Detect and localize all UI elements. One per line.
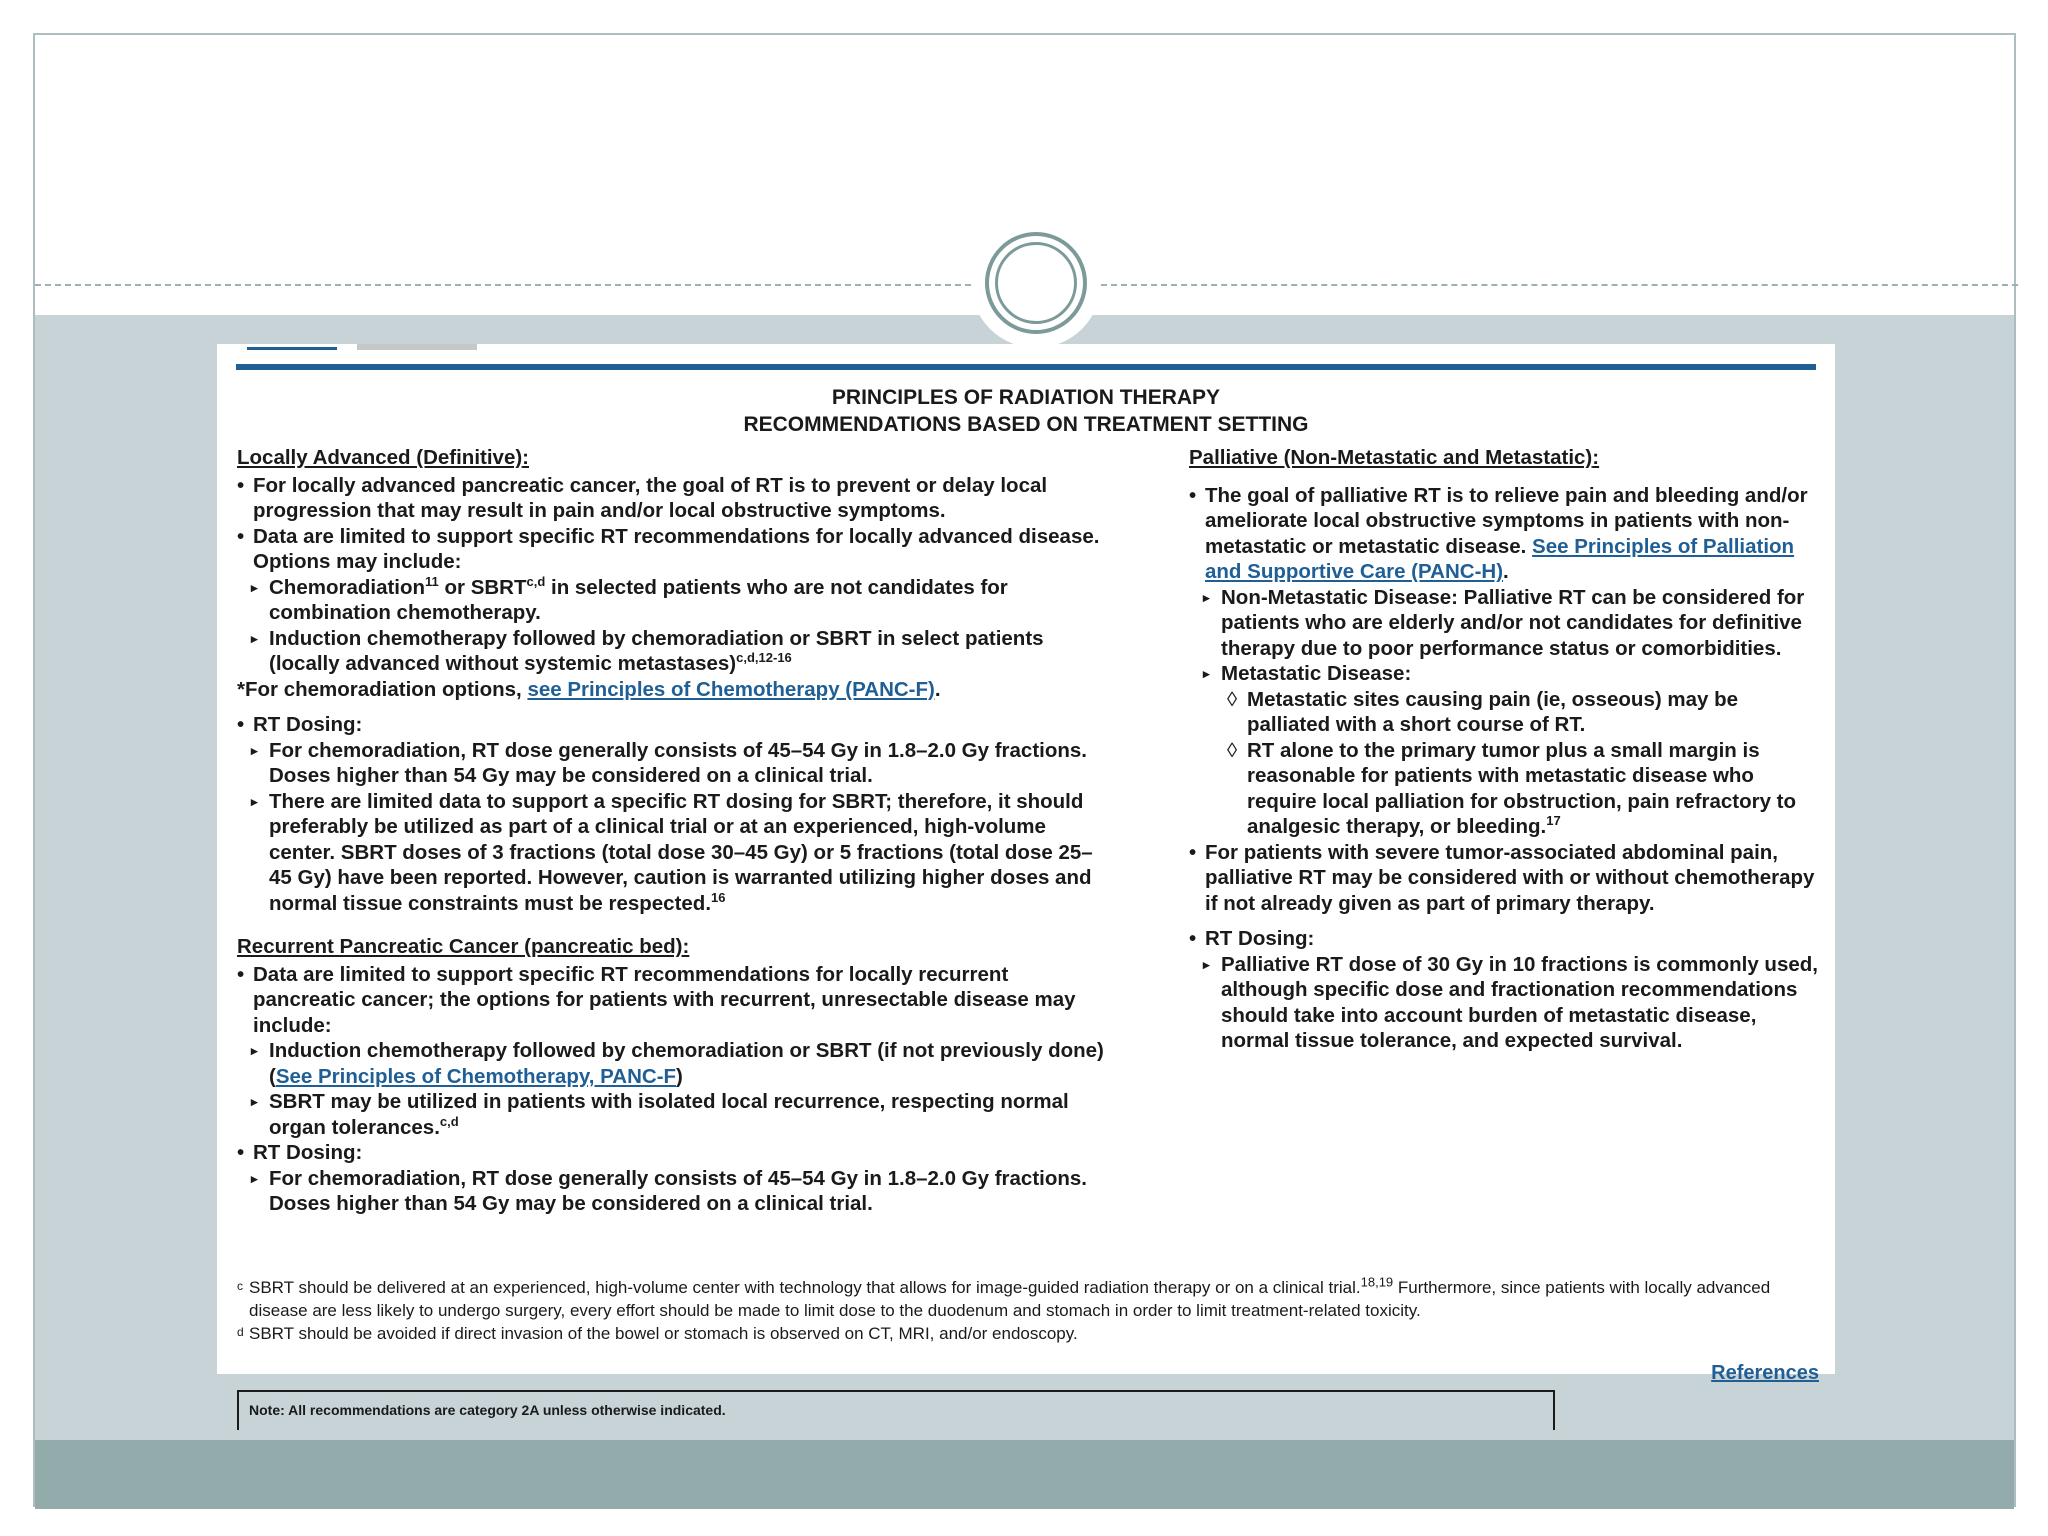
- palliative-bullet-1: • The goal of palliative RT is to relieve pain and bleeding and/or ameliorate local obstructive symptoms in patients with non-metastatic or metastatic disease. See Principles of Palliation and Supportive Care (PANC-H).: [1189, 483, 1819, 585]
- recurrent-option-2: ▸ SBRT may be utilized in patients with isolated local recurrence, respecting normal organ tolerances.$^{c,d}$: [237, 1089, 1107, 1140]
- rt-dosing-1-item-1: ▸ For chemoradiation, RT dose generally consists of 45–54 Gy in 1.8–2.0 Gy fractions. Doses higher than 54 Gy may be considered on a clinical trial.: [237, 738, 1107, 789]
- footnote-c: c SBRT should be delivered at an experienced, high-volume center with technology that allows for image-guided radiation therapy or on a clinical trial.$^{18,19}$ Furthermore, since patients with locally advanced disease are less likely to undergo surgery, every effort should be made to limit dose to the duodenum and stomach in order to limit treatment-related toxicity.: [237, 1274, 1771, 1320]
- header-divider-left: [35, 284, 971, 286]
- recurrent-heading: Recurrent Pancreatic Cancer (pancreatic bed):: [237, 935, 690, 958]
- palliation-panc-h-link[interactable]: See Principles of Palliation and Supportive Care (PANC-H): [1205, 534, 1795, 583]
- non-metastatic-item: ▸ Non-Metastatic Disease: Palliative RT can be considered for patients who are elderly and/or not candidates for definitive therapy due to poor performance status or comorbidities.: [1189, 585, 1819, 662]
- slide-footer: [35, 1440, 2014, 1509]
- recurrent-bullet-1: • Data are limited to support specific RT recommendations for locally recurrent pancreatic cancer; the options for patients with recurrent, unresectable disease may include:: [237, 962, 1107, 1039]
- note-box: [237, 1390, 1555, 1430]
- ornament-inner-ring: [995, 242, 1077, 324]
- locally-advanced-bullet-2: • Data are limited to support specific RT recommendations for locally advanced disease. Options may include:: [237, 524, 1107, 575]
- doc-top-rule: [236, 364, 1816, 370]
- palliative-bullet-2: • For patients with severe tumor-associated abdominal pain, palliative RT may be considered with or without chemotherapy if not already given as part of primary therapy.: [1189, 840, 1819, 917]
- palliative-heading: Palliative (Non-Metastatic and Metastatic):: [1189, 446, 1600, 469]
- locally-advanced-heading: Locally Advanced (Definitive):: [237, 446, 529, 469]
- header-divider-right: [1101, 284, 2018, 286]
- locally-advanced-option-2: ▸ Induction chemotherapy followed by chemoradiation or SBRT in select patients (locally advanced without systemic metastases)$^{c,d,12-16}$: [237, 626, 1107, 677]
- recurrent-option-1: ▸ Induction chemotherapy followed by chemoradiation or SBRT (if not previously done) (See Principles of Chemotherapy, PANC-F): [237, 1038, 1107, 1089]
- doc-title: [217, 384, 1835, 438]
- palliative-dosing-label: • RT Dosing:: [1189, 926, 1819, 952]
- chemotherapy-panc-f-link[interactable]: see Principles of Chemotherapy (PANC-F): [527, 677, 935, 701]
- document-image: [217, 344, 1835, 1418]
- footnotes: [237, 1276, 1827, 1345]
- metastatic-item-1: ◊ Metastatic sites causing pain (ie, osseous) may be palliated with a short course of RT.: [1189, 687, 1819, 738]
- right-column: [1189, 445, 1819, 1054]
- ornament-outer-ring: [985, 232, 1087, 334]
- left-column: [237, 445, 1107, 1217]
- header-circle-ornament: [971, 218, 1101, 348]
- doc-title-line2: RECOMMENDATIONS BASED ON TREATMENT SETTING: [743, 413, 1309, 436]
- metastatic-item-2: ◊ RT alone to the primary tumor plus a small margin is reasonable for patients with metastatic disease who require local palliation for obstruction, pain refractory to analgesic therapy, or bleeding.$^{17}$: [1189, 738, 1819, 840]
- slide: [33, 33, 2016, 1507]
- chemoradiation-note: *For chemoradiation options, see Principles of Chemotherapy (PANC-F).: [237, 677, 941, 701]
- rt-dosing-1-item-2: ▸ There are limited data to support a specific RT dosing for SBRT; therefore, it should preferably be utilized as part of a clinical trial or at an experienced, high-volume center. SBRT doses of 3 fractions (total dose 30–45 Gy) or 5 fractions (total dose 25–45 Gy) have been reported. However, caution is warranted utilizing higher doses and normal tissue constraints must be respected.$^{16}$: [237, 789, 1107, 917]
- chemotherapy-panc-f-link-2[interactable]: See Principles of Chemotherapy, PANC-F: [275, 1064, 677, 1088]
- references-link[interactable]: References: [1711, 1362, 1819, 1384]
- rt-dosing-label-2: • RT Dosing:: [237, 1140, 1107, 1166]
- doc-header-cut: [357, 344, 477, 350]
- doc-logo-cut: [247, 344, 337, 350]
- palliative-dosing-item: ▸ Palliative RT dose of 30 Gy in 10 fractions is commonly used, although specific dose and fractionation recommendations should take into account burden of metastatic disease, normal tissue tolerance, and expected survival.: [1189, 952, 1819, 1054]
- locally-advanced-option-1: ▸ Chemoradiation$^{11}$ or SBRT$^{c,d}$ in selected patients who are not candidates for combination chemotherapy.: [237, 575, 1107, 626]
- footnote-d: d SBRT should be avoided if direct invasion of the bowel or stomach is observed on CT, MRI, and/or endoscopy.: [237, 1324, 1078, 1343]
- doc-title-line1: PRINCIPLES OF RADIATION THERAPY: [831, 386, 1221, 409]
- locally-advanced-bullet-1: • For locally advanced pancreatic cancer, the goal of RT is to prevent or delay local progression that may result in pain and/or local obstructive symptoms.: [237, 473, 1107, 524]
- note-text: Note: All recommendations are category 2A unless otherwise indicated.: [249, 1402, 726, 1418]
- rt-dosing-2-item-1: ▸ For chemoradiation, RT dose generally consists of 45–54 Gy in 1.8–2.0 Gy fractions. Doses higher than 54 Gy may be considered on a clinical trial.: [237, 1166, 1107, 1217]
- rt-dosing-label-1: • RT Dosing:: [237, 712, 1107, 738]
- metastatic-label: ▸ Metastatic Disease:: [1189, 661, 1819, 687]
